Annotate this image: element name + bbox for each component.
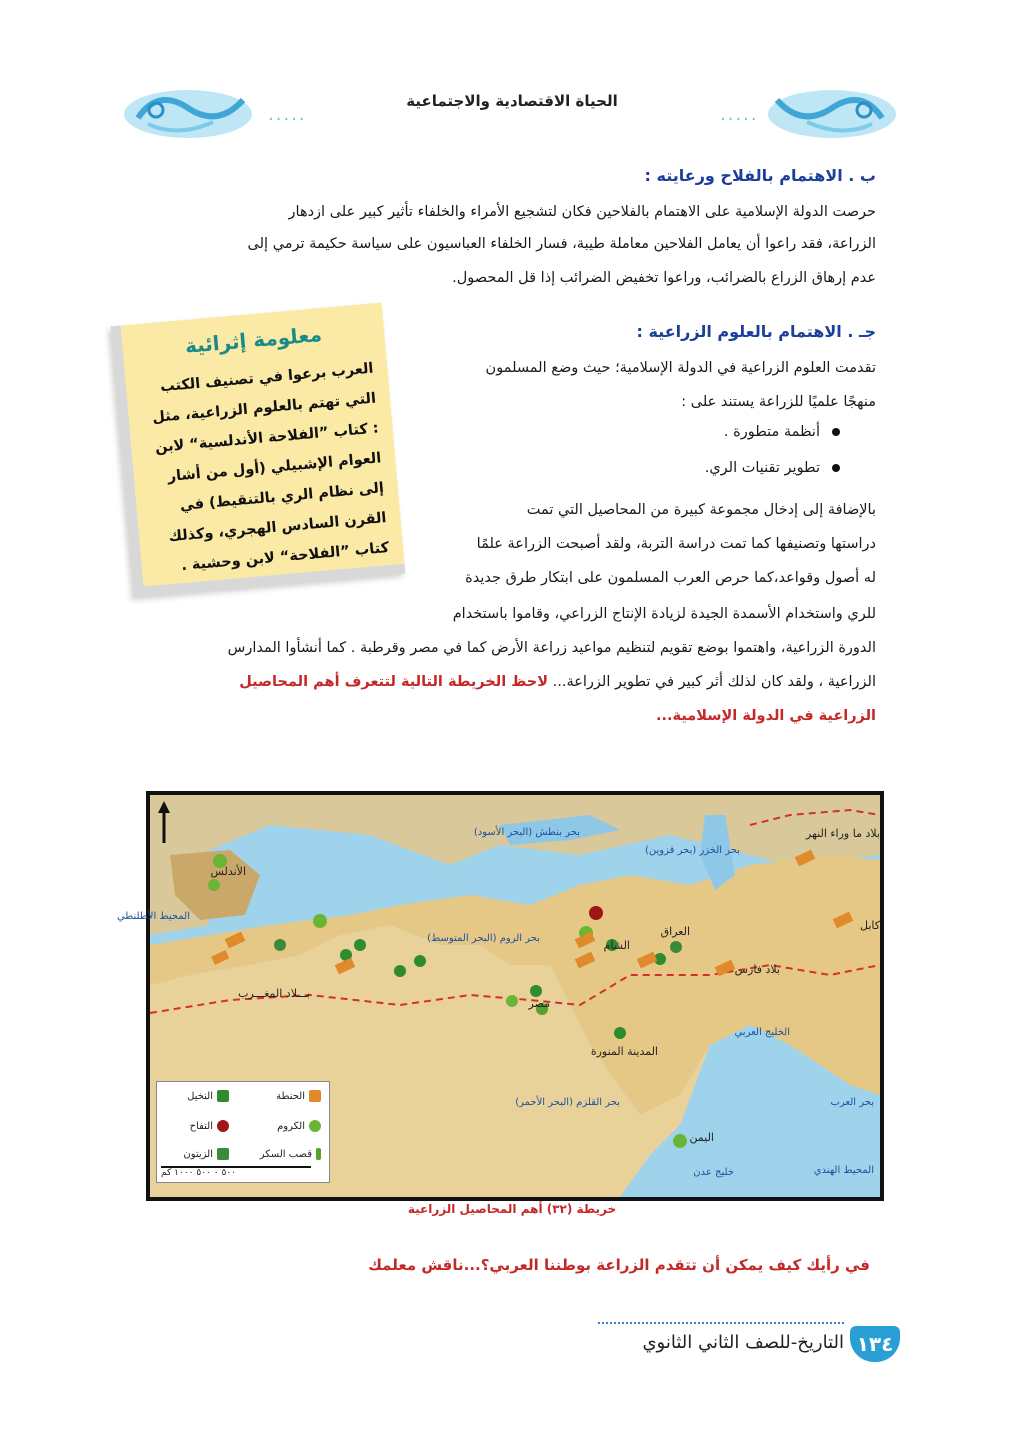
apple-icon — [217, 1120, 229, 1132]
label-maghreb: بـــلاد المغـــرب — [238, 987, 310, 1000]
section-c-line-7: الدورة الزراعية، واهتموا بوضع تقويم لتنظيم مواعيد زراعة الأرض كما في مصر وقرطبة . كما أنشأوا المدارس — [227, 640, 876, 656]
section-c-line-3: بالإضافة إلى إدخال مجموعة كبيرة من المحاصيل التي تمت — [526, 502, 876, 518]
label-red-sea: بحر القلزم (البحر الأحمر) — [515, 1097, 620, 1108]
header-dots-left: ..... — [268, 104, 307, 125]
label-fars: بلاد فارس — [734, 963, 780, 976]
map-prompt-text: لاحظ الخريطة التالية لتتعرف أهم المحاصيل — [239, 674, 549, 690]
page-header-title: الحياة الاقتصادية والاجتماعية — [406, 92, 618, 110]
right-ornament-swirl — [762, 78, 902, 148]
section-c-line-9: الزراعية في الدولة الإسلامية... — [656, 708, 876, 724]
label-atlantic: المحيط الأطلنطي — [116, 911, 190, 922]
left-ornament-swirl — [118, 78, 258, 148]
footer-book-title: التاريخ-للصف الثاني الثانوي — [642, 1332, 844, 1353]
section-c-line-8 — [142, 666, 876, 698]
section-c-line-2: منهجًا علميًا للزراعة يستند على : — [681, 394, 876, 410]
label-transoxiana: بلاد ما وراء النهر — [806, 827, 880, 840]
palm-icon — [217, 1090, 229, 1102]
section-c-line-5: له أصول وقواعد،كما حرص العرب المسلمون على ابتكار طرق جديدة — [465, 570, 876, 586]
bullet-dot — [832, 428, 840, 436]
bullet-dot — [832, 464, 840, 472]
info-box-title: معلومة إثرائية — [183, 322, 323, 358]
label-sham: الشام — [603, 939, 630, 952]
legend-item: النخيل — [187, 1090, 229, 1102]
section-b-line-3: عدم إرهاق الزراع بالضرائب، وراعوا تخفيض الضرائب إذا قل المحصول. — [452, 270, 876, 286]
wheat-icon — [309, 1090, 321, 1102]
section-c-line-4: دراستها وتصنيفها كما تمت دراسة التربة، ولقد أصبحت الزراعة علمًا — [476, 536, 876, 552]
bullet-text: تطوير تقنيات الري. — [704, 460, 820, 476]
label-iraq: العراق — [660, 925, 690, 938]
crops-map — [116, 791, 884, 1201]
line-8-text: الزراعية ، ولقد كان لذلك أثر كبير في تطوير الزراعة... — [548, 674, 876, 690]
enrichment-info-box — [111, 303, 406, 598]
label-aden: خليج عدن — [693, 1167, 734, 1178]
label-arab-sea: بحر العرب — [830, 1097, 874, 1108]
label-kabul: كابل — [860, 919, 880, 932]
legend-item: الحنطة — [276, 1090, 321, 1102]
legend-item: قصب السكر — [260, 1148, 321, 1160]
label-mediterranean: بحر الروم (البحر المتوسط) — [427, 933, 540, 944]
section-b-line-1: حرصت الدولة الإسلامية على الاهتمام بالفلاحين فكان لتشجيع الأمراء والخلفاء تأثير كبير على ازدهار — [288, 204, 876, 220]
section-c-line-6: للري واستخدام الأسمدة الجيدة لزيادة الإنتاج الزراعي، وقاموا باستخدام — [452, 606, 876, 622]
header-dots-right: ..... — [720, 104, 759, 125]
bullet-item-1 — [600, 424, 840, 440]
info-box-text: العرب برعوا في تصنيف الكتب التي تهتم بالعلوم الزراعية، مثل : كتاب ”الفلاحة الأندلسية“ لابن العوام الإشبيلي (أول من أشار إلى نظام الري بالتنقيط) في القرن السادس الهجري، وكذلك كتاب ”الفلاحة“ لابن وحشية . — [151, 360, 390, 575]
map-caption: خريطة (٣٢) أهم المحاصيل الزراعية — [407, 1202, 617, 1216]
page-number-badge: ١٣٤ — [850, 1326, 900, 1362]
label-yemen: اليمن — [689, 1131, 714, 1144]
footer-dotted-line — [598, 1322, 844, 1324]
label-gulf: الخليج العربي — [734, 1027, 790, 1038]
grapes-icon — [309, 1120, 321, 1132]
label-egypt: مصر — [528, 997, 550, 1010]
legend-item: التفاح — [190, 1120, 229, 1132]
label-madina: المدينة المنورة — [590, 1045, 658, 1058]
legend-item: الزيتون — [183, 1148, 229, 1160]
label-indian-ocean: المحيط الهندي — [813, 1165, 874, 1176]
map-legend — [156, 1081, 330, 1183]
discussion-question: في رأيك كيف يمكن أن تتقدم الزراعة بوطننا العربي؟...ناقش معلمك — [368, 1256, 870, 1274]
label-black-sea: بحر بنطش (البحر الأسود) — [473, 827, 580, 838]
section-b-heading: ب . الاهتمام بالفلاح ورعايته : — [644, 166, 876, 185]
scale-bar: ٥٠٠ ٠ ٥٠٠ ١٠٠٠ كم — [161, 1166, 311, 1178]
legend-item: الكروم — [277, 1120, 321, 1132]
label-andalus: الأندلس — [210, 865, 246, 878]
olive-icon — [217, 1148, 229, 1160]
label-caspian: بحر الخزر (بحر قزوين) — [645, 845, 740, 856]
bullet-text: أنظمة متطورة . — [723, 424, 820, 440]
section-c-line-1: تقدمت العلوم الزراعية في الدولة الإسلامية؛ حيث وضع المسلمون — [485, 360, 876, 376]
section-b-line-2: الزراعة، فقد راعوا أن يعامل الفلاحين معاملة طيبة، فسار الخلفاء العباسيون على سياسة حكيمة ترمي إلى — [247, 236, 876, 252]
bullet-item-2 — [600, 460, 840, 476]
section-c-heading: جـ . الاهتمام بالعلوم الزراعية : — [636, 322, 876, 341]
sugarcane-icon — [316, 1148, 321, 1160]
